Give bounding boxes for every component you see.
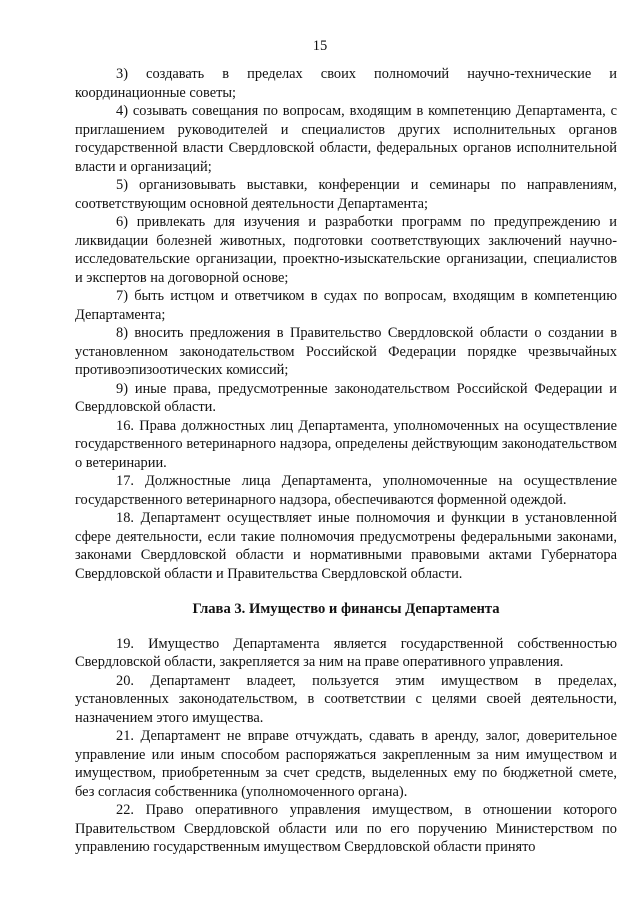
- chapter-heading: Глава 3. Имущество и финансы Департамента: [192, 601, 500, 617]
- paragraph-21: 21. Департамент не вправе отчуждать, сдавать в аренду, залог, доверительное управление или иным способом распоряжаться закрепленным за ним имуществом и имуществом, приобретенным за счет средств, выделенных ему по бюджетной смете, без согласия собственника (уполномоченного органа).: [75, 728, 617, 800]
- paragraph-item-5: 5) организовывать выставки, конференции и семинары по направлениям, соответствующим основной деятельности Департамента;: [75, 177, 617, 212]
- paragraph-item-7: 7) быть истцом и ответчиком в судах по вопросам, входящим в компетенцию Департамента;: [75, 288, 617, 323]
- paragraph-item-3: 3) создавать в пределах своих полномочий научно-технические и координационные советы;: [75, 66, 617, 101]
- paragraph-item-8: 8) вносить предложения в Правительство Свердловской области о создании в установленном законодательством Российской Федерации порядке чрезвычайных противоэпизоотических комиссий;: [75, 325, 617, 378]
- paragraph-17: 17. Должностные лица Департамента, уполномоченные на осуществление государственного ветеринарного надзора, обеспечиваются форменной одеждой.: [75, 473, 617, 508]
- paragraph-19: 19. Имущество Департамента является государственной собственностью Свердловской области, закрепляется за ним на праве оперативного управления.: [75, 635, 617, 670]
- page-number: 15: [312, 38, 328, 54]
- paragraph-item-9: 9) иные права, предусмотренные законодательством Российской Федерации и Свердловской области.: [75, 380, 617, 415]
- paragraph-item-6: 6) привлекать для изучения и разработки программ по предупреждению и ликвидации болезней животных, подготовки соответствующих заключений научно-исследовательские организации, проектно-изыскательские организации, специалистов и экспертов на договорной основе;: [75, 214, 617, 286]
- document-body: [75, 65, 617, 857]
- paragraph-22: 22. Право оперативного управления имуществом, в отношении которого Правительством Свердловской области или по его поручению Министерством по управлению государственным имуществом Свердловской области принято: [75, 802, 617, 855]
- paragraph-16: 16. Права должностных лиц Департамента, уполномоченных на осуществление государственного ветеринарного надзора, определены действующим законодательством о ветеринарии.: [75, 417, 617, 471]
- paragraph-20: 20. Департамент владеет, пользуется этим имуществом в пределах, установленных законодательством, в соответствии с целями своей деятельности, назначением этого имущества.: [75, 672, 617, 726]
- paragraph-18: 18. Департамент осуществляет иные полномочия и функции в установленной сфере деятельности, если такие полномочия предусмотрены федеральными законами, законами Свердловской области и нормативными правовыми актами Губернатора Свердловской области и Правительства Свердловской области.: [75, 510, 617, 582]
- paragraph-item-4: 4) созывать совещания по вопросам, входящим в компетенцию Департамента, с приглашением руководителей и специалистов других исполнительных органов государственной власти Свердловской области, федеральных органов исполнительной власти и организаций;: [75, 103, 617, 175]
